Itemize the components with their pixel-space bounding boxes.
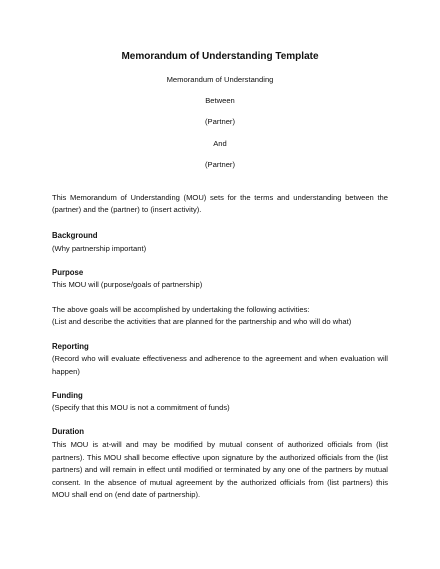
document-title: Memorandum of Understanding Template	[121, 51, 319, 62]
purpose-activities-list: (List and describe the activities that are planned for the partnership and who will do what)	[52, 317, 352, 327]
reporting-text: (Record who will evaluate effectiveness and adherence to the agreement and when evaluation will happen)	[52, 354, 388, 376]
section-purpose	[52, 267, 388, 329]
header-line-and: And	[213, 138, 227, 148]
header-line-mou: Memorandum of Understanding	[166, 75, 274, 84]
purpose-activities-intro: The above goals will be accomplished by undertaking the following activities:	[52, 304, 310, 314]
section-funding	[52, 390, 388, 415]
header-line-partner-2: (Partner)	[205, 159, 235, 169]
section-duration	[52, 426, 388, 502]
header-line-partner-1: (Partner)	[205, 117, 235, 127]
funding-text: (Specify that this MOU is not a commitment of funds)	[52, 403, 230, 413]
section-reporting	[52, 341, 388, 379]
purpose-text: This MOU will (purpose/goals of partnership)	[52, 280, 203, 290]
purpose-heading: Purpose	[52, 267, 84, 277]
duration-text: This MOU is at-will and may be modified by mutual consent of authorized officials from (list partners). This MOU shall become effective upon signature by the authorized officials from the (list partners) and will remain in effect until modified or terminated by any one of the partners by mutual consent. In the absence of mutual agreement by the authorized officials from (list partners) this MOU shall end on (end date of partnership).	[52, 440, 388, 500]
duration-heading: Duration	[52, 427, 85, 437]
funding-heading: Funding	[52, 390, 83, 400]
header-line-between: Between	[205, 96, 235, 106]
reporting-heading: Reporting	[52, 341, 89, 351]
background-text: (Why partnership important)	[52, 243, 147, 253]
intro-paragraph: This Memorandum of Understanding (MOU) sets for the terms and understanding between the (partner) and the (partner) to (insert activity).	[52, 192, 388, 215]
section-background	[52, 230, 388, 255]
background-heading: Background	[52, 230, 98, 240]
